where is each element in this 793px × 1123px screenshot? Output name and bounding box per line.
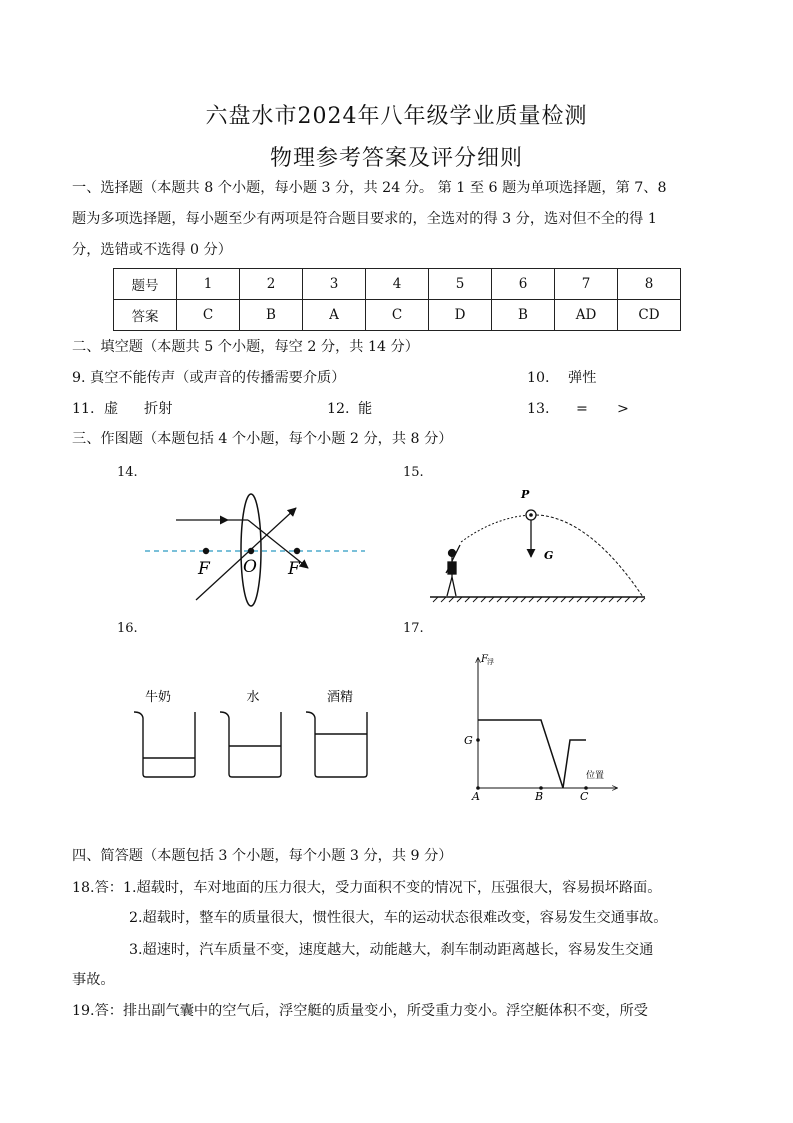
ground-hatching	[433, 597, 645, 602]
table-cell: AD	[555, 300, 618, 331]
optical-center	[248, 548, 254, 554]
table-cell: 7	[555, 269, 618, 300]
q13-answer-b: >	[617, 401, 629, 417]
label-p: P	[521, 488, 530, 501]
table-cell: CD	[618, 300, 681, 331]
table-row	[114, 269, 681, 300]
x-axis-label: 位置	[586, 771, 605, 781]
q10-answer: 弹性	[568, 370, 597, 386]
q13-number: 13.	[527, 401, 550, 417]
table-cell: C	[177, 300, 240, 331]
section4-heading: 四、简答题（本题包括 3 个小题，每个小题 3 分，共 9 分）	[72, 848, 453, 864]
g-tick	[476, 738, 480, 742]
q12-answer: 能	[358, 401, 373, 417]
section2-heading: 二、填空题（本题共 5 个小题，每空 2 分，共 14 分）	[72, 339, 419, 355]
q18-line2: 2.超载时，整车的质量很大，惯性很大，车的运动状态很难改变，容易发生交通事故。	[129, 910, 668, 926]
q11-answer-b: 折射	[144, 401, 173, 417]
optical-center-ray	[196, 508, 296, 600]
beakers-diagram	[128, 684, 388, 784]
table-cell: 6	[492, 269, 555, 300]
label-g-axis: G	[464, 734, 473, 747]
section1-line1: 一、选择题（本题共 8 个小题，每小题 3 分，共 24 分。 第 1 至 6 题为单项选择题，第 7、8	[72, 180, 667, 196]
table-cell: 2	[240, 269, 303, 300]
q16-number: 16.	[117, 621, 138, 636]
table-cell: D	[429, 300, 492, 331]
table-cell: C	[366, 300, 429, 331]
q18-line1: 18.答：1.超载时，车对地面的压力很大，受力面积不变的情况下，压强很大，容易损坏路面。	[72, 880, 662, 896]
q14-number: 14.	[117, 465, 138, 480]
table-row-label: 题号	[114, 269, 177, 300]
label-a: A	[472, 790, 480, 803]
q11-number: 11.	[72, 401, 95, 417]
q10-number: 10.	[527, 370, 550, 386]
table-row	[114, 300, 681, 331]
label-f-left: F	[198, 559, 210, 579]
table-cell: 1	[177, 269, 240, 300]
beaker-water	[220, 712, 281, 777]
buoyancy-curve	[478, 720, 586, 788]
section1-line2: 题为多项选择题，每小题至少有两项是符合题目要求的，全选对的得 3 分，选对但不全的得 1	[72, 211, 657, 227]
beaker-alcohol	[306, 712, 367, 777]
ball-center	[529, 513, 533, 517]
table-cell: 4	[366, 269, 429, 300]
table-cell: 8	[618, 269, 681, 300]
q18-line3: 3.超速时，汽车质量不变，速度越大，动能越大，刹车制动距离越长，容易发生交通	[129, 942, 654, 958]
table-cell: B	[492, 300, 555, 331]
table-row-label: 答案	[114, 300, 177, 331]
table-cell: 5	[429, 269, 492, 300]
focal-point-left	[203, 548, 209, 554]
label-alcohol: 酒精	[326, 690, 354, 705]
label-c: C	[580, 790, 589, 803]
y-axis-subscript: 浮	[487, 658, 494, 666]
buoyancy-graph	[455, 648, 625, 808]
thrower-figure	[446, 545, 460, 596]
label-o: O	[243, 557, 257, 577]
label-g: G	[544, 549, 554, 562]
table-cell: B	[240, 300, 303, 331]
section1-line3: 分，选错或不选得 0 分）	[72, 242, 232, 258]
page-title: 六盘水市2024年八年级学业质量检测	[205, 104, 588, 129]
y-axis-label: F	[481, 654, 488, 665]
lens-diagram	[140, 488, 375, 613]
table-cell: 3	[303, 269, 366, 300]
label-water: 水	[246, 690, 260, 705]
table-cell: A	[303, 300, 366, 331]
focal-point-right	[294, 548, 300, 554]
answer-table	[113, 268, 681, 331]
beaker-milk	[134, 712, 195, 777]
q15-number: 15.	[403, 465, 424, 480]
trajectory-rising	[461, 515, 531, 542]
q17-number: 17.	[403, 621, 424, 636]
q19-line1: 19.答：排出副气囊中的空气后，浮空艇的质量变小，所受重力变小。浮空艇体积不变，所受	[72, 1003, 648, 1019]
label-f-right: F	[288, 559, 300, 579]
q12-number: 12.	[327, 401, 350, 417]
page-subtitle: 物理参考答案及评分细则	[269, 146, 523, 171]
label-b: B	[535, 790, 544, 803]
projectile-diagram	[425, 485, 650, 610]
section3-heading: 三、作图题（本题包括 4 个小题，每个小题 2 分，共 8 分）	[72, 431, 453, 447]
label-milk: 牛奶	[144, 690, 172, 705]
q11-answer-a: 虚	[104, 401, 119, 417]
q13-answer-a: =	[576, 401, 588, 417]
q18-line4: 事故。	[72, 972, 115, 988]
q9-answer: 9. 真空不能传声（或声音的传播需要介质）	[72, 370, 346, 386]
